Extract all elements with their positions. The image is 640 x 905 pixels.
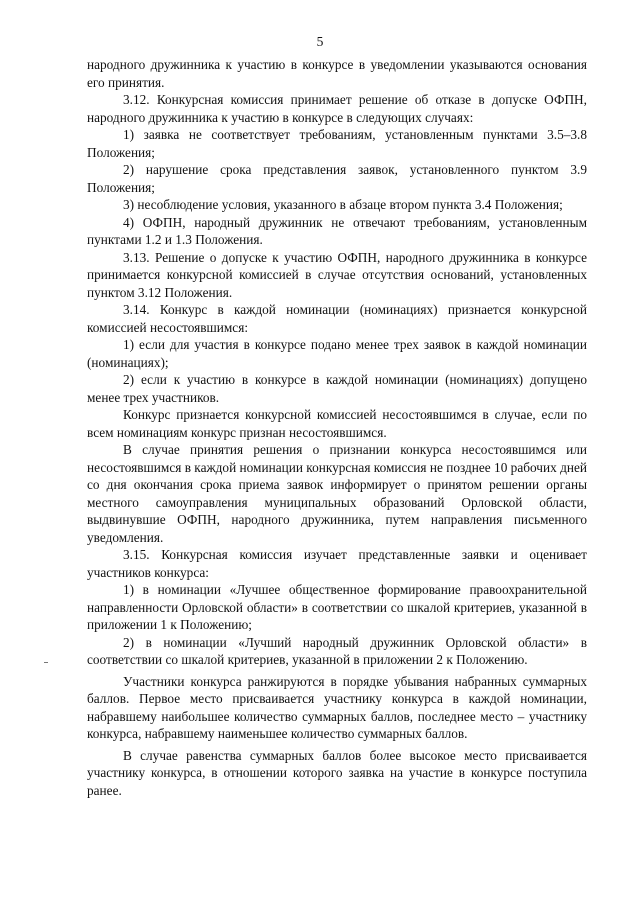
paragraph-3-15: 3.15. Конкурсная комиссия изучает представленные заявки и оценивает участников конкурса:: [87, 547, 587, 580]
scan-margin-mark: [44, 662, 48, 663]
list-item-3-15-2: 2) в номинации «Лучший народный дружинник Орловской области» в соответствии со шкалой критериев, указанной в приложении 2 к Положению.: [87, 634, 587, 667]
paragraph-continuation: народного дружинника к участию в конкурсе в уведомлении указываются основания его принятия.: [87, 57, 587, 90]
list-item-3-14-2: 2) если к участию в конкурсе в каждой номинации (номинациях) допущено менее трех участников.: [87, 372, 587, 405]
paragraph-tie-break: В случае равенства суммарных баллов более высокое место присваивается участнику конкурса, в отношении которого заявка на участие в конкурсе поступила ранее.: [87, 747, 587, 798]
paragraph-ranking: Участники конкурса ранжируются в порядке убывания набранных суммарных баллов. Первое место присваивается участнику конкурса в каждой номинации, набравшему наибольшее количество суммарных баллов, последнее место – участнику конкурса, набравшему наименьшее количество суммарных баллов.: [87, 673, 587, 741]
page-number: 5: [316, 34, 324, 49]
list-item-3-14-1: 1) если для участия в конкурсе подано менее трех заявок в каждой номинации (номинациях);: [87, 337, 587, 370]
document-body: [87, 56, 587, 799]
list-item-3-15-1: 1) в номинации «Лучшее общественное формирование правоохранительной направленности Орловской области» в соответствии со шкалой критериев, указанной в приложении 1 к Положению;: [87, 582, 587, 632]
list-item-3-12-4: 4) ОФПН, народный дружинник не отвечают требованиям, установленным пунктами 1.2 и 1.3 Положения.: [87, 214, 587, 247]
paragraph-3-14: 3.14. Конкурс в каждой номинации (номинациях) признается конкурсной комиссией несостоявшимся:: [87, 302, 587, 335]
paragraph-notification: В случае принятия решения о признании конкурса несостоявшимся или несостоявшимся в каждой номинации конкурсная комиссия не позднее 10 рабочих дней со дня окончания срока приема заявок информирует о принятом решении органы местного самоуправления муниципальных образований Орловской области, выдвинувшие ОФПН, народного дружинника, путем направления письменного уведомления.: [87, 442, 587, 545]
list-item-3-12-1: 1) заявка не соответствует требованиям, установленным пунктами 3.5–3.8 Положения;: [87, 127, 587, 160]
paragraph-contest-failed: Конкурс признается конкурсной комиссией несостоявшимся в случае, если по всем номинациям конкурс признан несостоявшимся.: [87, 407, 587, 440]
list-item-3-12-3: 3) несоблюдение условия, указанного в абзаце втором пункта 3.4 Положения;: [123, 197, 563, 212]
paragraph-3-13: 3.13. Решение о допуске к участию ОФПН, народного дружинника в конкурсе принимается конкурсной комиссией в случае отсутствия оснований, установленных пунктом 3.12 Положения.: [87, 249, 587, 300]
list-item-3-12-2: 2) нарушение срока представления заявок, установленного пунктом 3.9 Положения;: [87, 162, 587, 195]
paragraph-3-12: 3.12. Конкурсная комиссия принимает решение об отказе в допуске ОФПН, народного дружинника к участию в конкурсе в следующих случаях:: [87, 92, 587, 125]
